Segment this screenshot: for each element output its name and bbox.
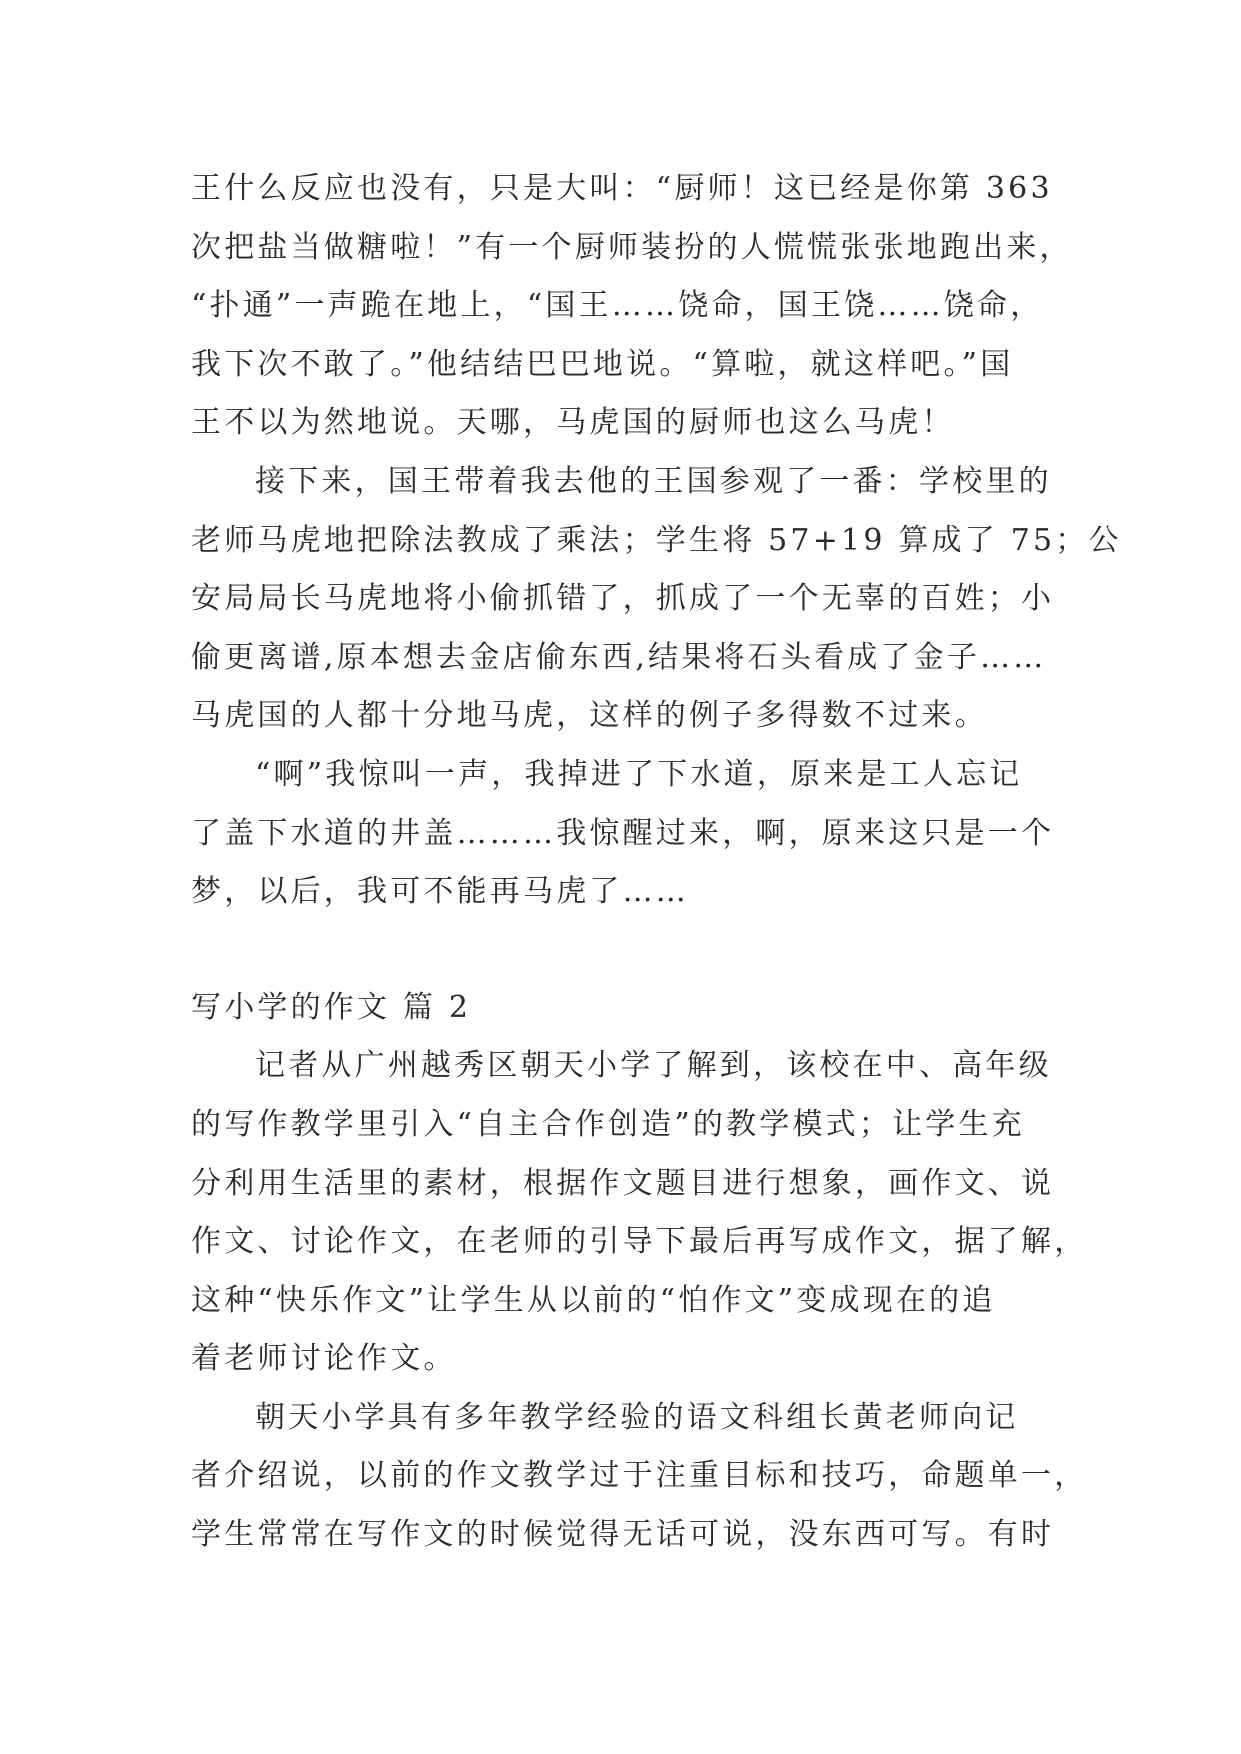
text-line: 次把盐当做糖啦！”有一个厨师装扮的人慌慌张张地跑出来， — [191, 229, 1073, 265]
text-line: 我下次不敢了。”他结结巴巴地说。“算啦，就这样吧。”国 — [191, 346, 1014, 382]
text-line: 安局局长马虎地将小偷抓错了，抓成了一个无辜的百姓；小 — [191, 581, 1055, 617]
text-line: 朝天小学具有多年教学经验的语文科组长黄老师向记 — [255, 1399, 1019, 1435]
text-line: 王不以为然地说。天哪，马虎国的厨师也这么马虎！ — [191, 405, 955, 441]
text-line: 了盖下水道的井盖………我惊醒过来，啊，原来这只是一个 — [191, 815, 1055, 851]
section-heading: 写小学的作文 篇 2 — [191, 989, 472, 1025]
text-line: “扑通”一声跪在地上，“国王……饶命，国王饶……饶命， — [191, 288, 1044, 324]
text-line: 梦，以后，我可不能再马虎了…… — [191, 874, 689, 910]
text-line: 的写作教学里引入“自主合作创造”的教学模式；让学生充 — [191, 1106, 1025, 1142]
text-line: 王什么反应也没有，只是大叫：“厨师！这已经是你第 363 — [191, 171, 1053, 206]
text-line: 作文、讨论作文，在老师的引导下最后再写成作文，据了解， — [191, 1224, 1088, 1260]
text-line: 着老师讨论作文。 — [191, 1341, 457, 1377]
text-line: 分利用生活里的素材，根据作文题目进行想象，画作文、说 — [191, 1165, 1055, 1201]
text-line: 这种“快乐作文”让学生从以前的“怕作文”变成现在的追 — [191, 1282, 996, 1318]
text-line: 马虎国的人都十分地马虎，这样的例子多得数不过来。 — [191, 698, 988, 734]
paragraph-4 — [191, 1037, 1088, 1389]
text-line: 接下来，国王带着我去他的王国参观了一番：学校里的 — [255, 463, 1052, 499]
paragraph-5 — [191, 1389, 1088, 1565]
text-line: 偷更离谱,原本想去金店偷东西,结果将石头看成了金子…… — [191, 639, 1047, 675]
text-line: 学生常常在写作文的时候觉得无话可说，没东西可写。有时 — [191, 1517, 1055, 1553]
text-line: 记者从广州越秀区朝天小学了解到，该校在中、高年级 — [255, 1048, 1052, 1084]
paragraph-2 — [191, 453, 1122, 746]
text-line: 者介绍说，以前的作文教学过于注重目标和技巧，命题单一， — [191, 1458, 1088, 1494]
paragraph-3 — [191, 746, 1071, 922]
paragraph-1 — [191, 160, 1071, 453]
text-line: “啊”我惊叫一声，我掉进了下水道，原来是工人忘记 — [255, 756, 1023, 792]
text-line: 老师马虎地把除法教成了乘法；学生将 57+19 算成了 75；公 — [191, 522, 1122, 558]
document-body — [191, 160, 1122, 1565]
